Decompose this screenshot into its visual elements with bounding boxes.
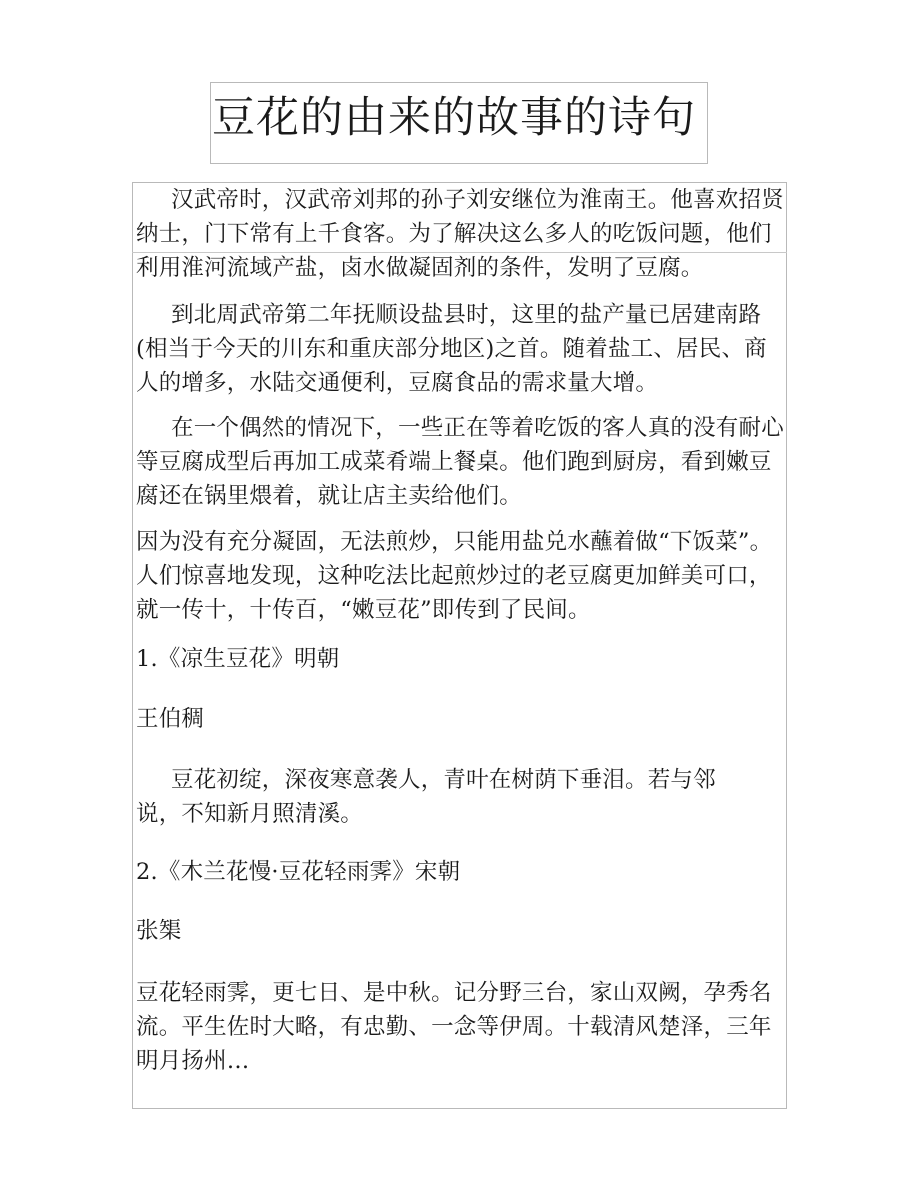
poem-2-text: 豆花轻雨霁，更七日、是中秋。记分野三台，家山双阙，孕秀名流。平生佐时大略，有忠勤、一念等伊周。十载清风楚泽，三年明月扬州… [136,980,772,1074]
document-title: 豆花的由来的故事的诗句 [212,93,696,143]
poem-1-heading: 1.《凉生豆花》明朝 [136,646,340,672]
paragraph-beizhou: 到北周武帝第二年抚顺设盐县时，这里的盐产量已居建南路(相当于今天的川东和重庆部分地区)之首。随着盐工、居民、商人的增多，水陆交通便利，豆腐食品的需求量大增。 [136,302,767,396]
poem-2-heading: 2.《木兰花慢·豆花轻雨霁》宋朝 [136,859,461,885]
poem-2-author: 张榘 [136,918,182,944]
paragraph-guests: 在一个偶然的情况下，一些正在等着吃饭的客人真的没有耐心等豆腐成型后再加工成菜肴端上餐桌。他们跑到厨房，看到嫩豆腐还在锅里煨着，就让店主卖给他们。 [136,415,784,509]
poem-1-text: 豆花初绽，深夜寒意袭人，青叶在树荫下垂泪。若与邻说，不知新月照清溪。 [136,767,716,827]
paragraph-origin: 汉武帝时，汉武帝刘邦的孙子刘安继位为淮南王。他喜欢招贤纳士，门下常有上千食客。为了解决这么多人的吃饭问题，他们利用淮河流域产盐，卤水做凝固剂的条件，发明了豆腐。 [136,187,784,281]
poem-1-author: 王伯稠 [136,706,205,732]
paragraph-xiafancai: 因为没有充分凝固，无法煎炒，只能用盐兑水蘸着做“下饭菜”。人们惊喜地发现，这种吃法比起煎炒过的老豆腐更加鲜美可口，就一传十，十传百，“嫩豆花”即传到了民间。 [136,529,773,623]
